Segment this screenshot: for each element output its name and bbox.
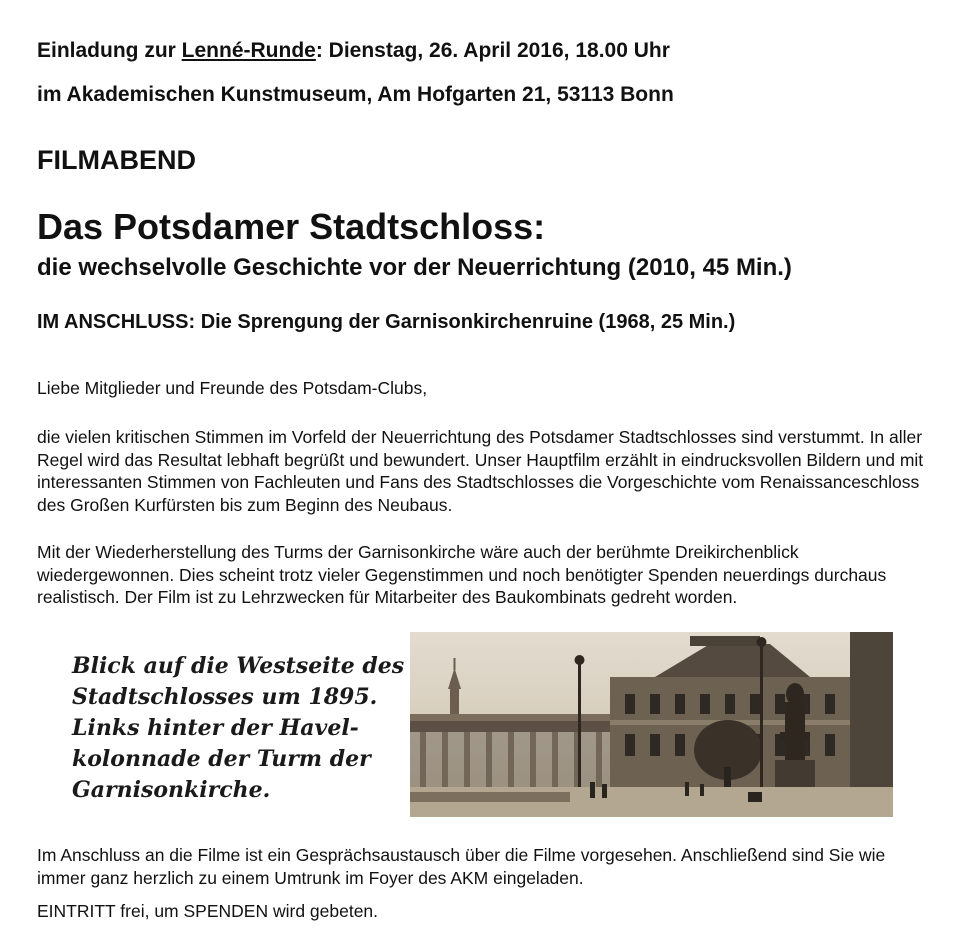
caption-line: Blick auf die Westseite des	[72, 653, 405, 679]
invitation-date-time: : Dienstag, 26. April 2016, 18.00 Uhr	[315, 39, 670, 62]
followup-film: IM ANSCHLUSS: Die Sprengung der Garnisonkirchenruine (1968, 25 Min.)	[37, 311, 736, 333]
balustrade	[410, 792, 570, 802]
program-label: FILMABEND	[37, 145, 196, 175]
side-building	[850, 632, 893, 802]
caption-line: kolonnade der Turm der	[72, 746, 371, 772]
historic-photo	[410, 632, 893, 817]
photo-caption	[72, 651, 407, 806]
closing-paragraph: Im Anschluss an die Filme ist ein Gesprächsaustausch über die Filme vorgesehen. Anschließend sind Sie wie immer ganz herzlich zu einem Umtrunk im Foyer des AKM eingeladen.	[37, 845, 886, 888]
stadtschloss-illustration	[410, 632, 893, 817]
film-subtitle: die wechselvolle Geschichte vor der Neuerrichtung (2010, 45 Min.)	[37, 254, 792, 281]
caption-line: Stadtschlosses um 1895.	[72, 684, 378, 710]
entry-note: EINTRITT frei, um SPENDEN wird gebeten.	[37, 901, 379, 921]
greeting: Liebe Mitglieder und Freunde des Potsdam-Clubs,	[37, 378, 428, 398]
paragraph-2: Mit der Wiederherstellung des Turms der Garnisonkirche wäre auch der berühmte Dreikirchenblick wiedergewonnen. Dies scheint trotz vieler Gegenstimmen und noch benötigter Spenden neuerdings durchaus realistisch. Der Film ist zu Lehrzwecken für Mitarbeiter des Baukombinats gedreht worden.	[37, 542, 887, 607]
caption-line: Garnisonkirche.	[72, 777, 271, 803]
film-title: Das Potsdamer Stadtschloss:	[37, 206, 546, 247]
invitation-location: im Akademischen Kunstmuseum, Am Hofgarten 21, 53113 Bonn	[37, 83, 674, 106]
event-name: Lenné-Runde	[181, 39, 316, 62]
paragraph-1: die vielen kritischen Stimmen im Vorfeld der Neuerrichtung des Potsdamer Stadtschlosses sind verstummt. In aller Regel wird das Resultat lebhaft begrüßt und bewundert. Unser Hauptfilm erzählt in eindrucksvollen Bildern und mit interessanten Stimmen von Fachleuten und Fans des Stadtschlosses die Vorgeschichte vom Renaissanceschloss des Großen Kurfürsten bis zum Beginn des Neubaus.	[37, 427, 924, 515]
invitation-prefix: Einladung zur	[37, 39, 182, 62]
invitation-line	[37, 39, 670, 63]
caption-line: Links hinter der Havel-	[72, 715, 359, 741]
